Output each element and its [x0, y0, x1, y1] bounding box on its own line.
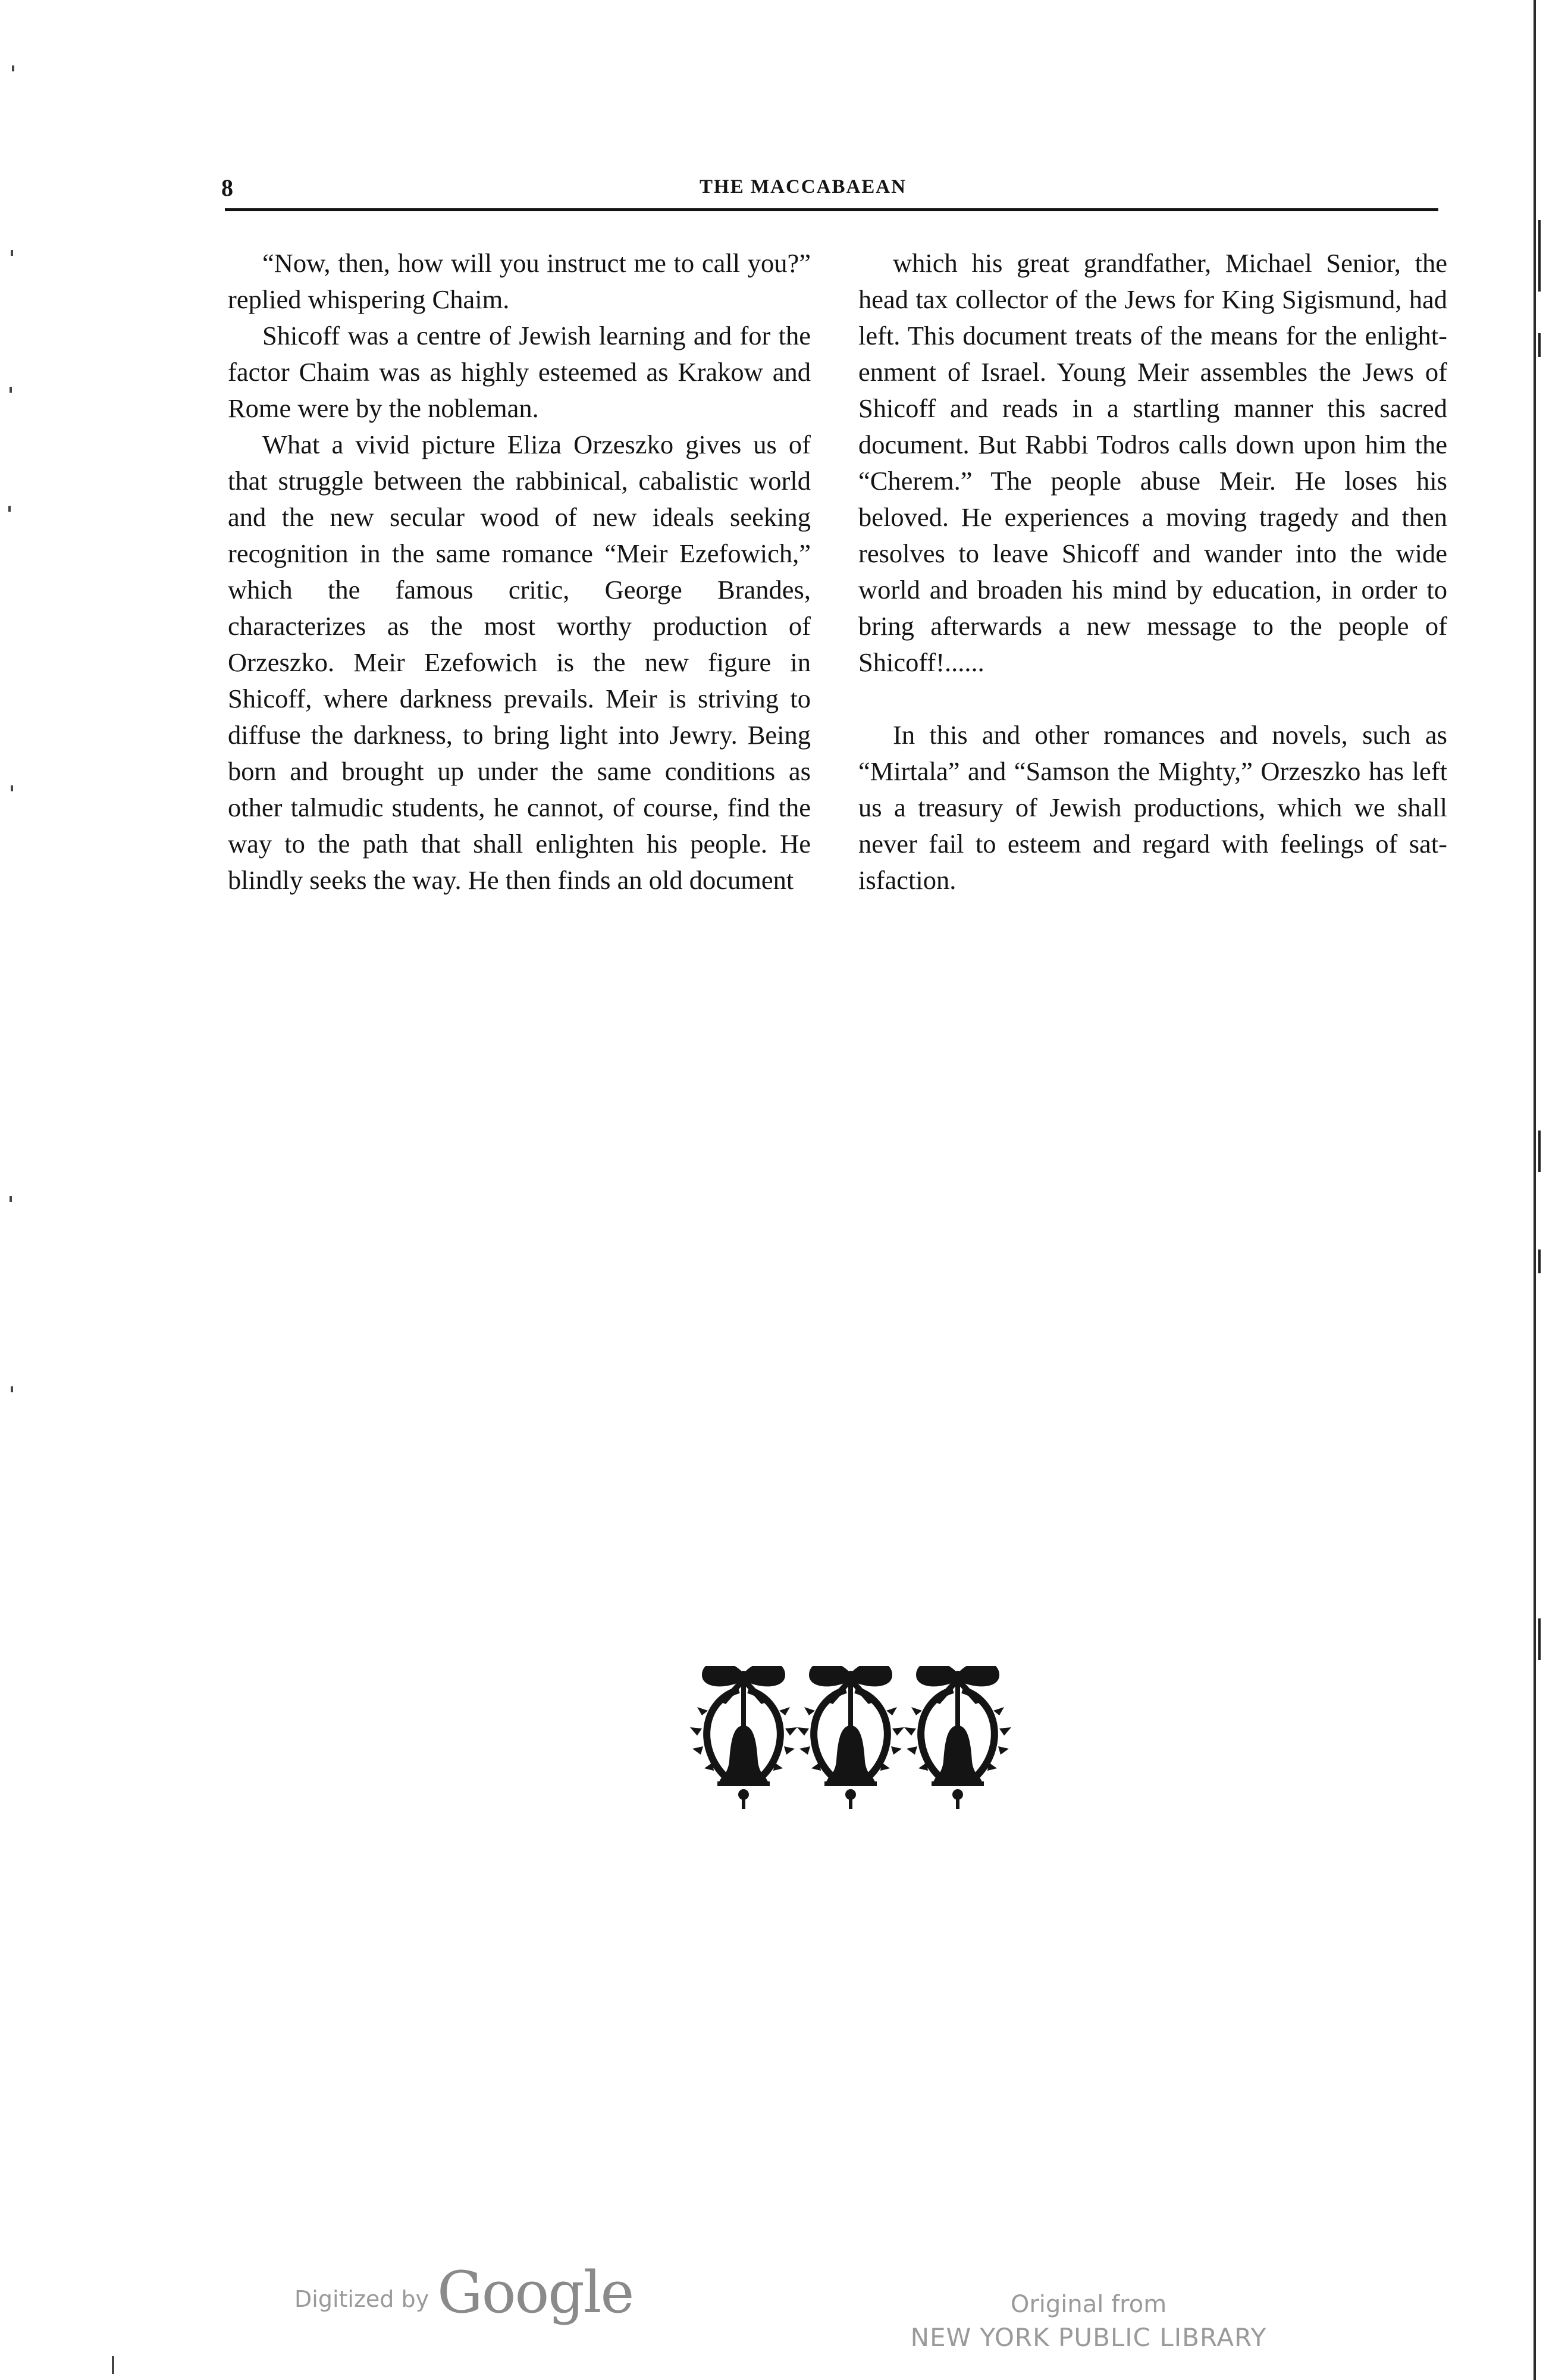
original-from-label: Original from — [1010, 2291, 1167, 2318]
paragraph: “Now, then, how will you instruct me to call you?” replied whispering Chaim. — [228, 248, 811, 314]
page-number: 8 — [221, 174, 233, 201]
paragraph: which his great grandfather, Michael Senior, the head tax collector of the Jews for King Sigismund, had left. This document treats of the means for the enlightenment of Israel. Young Meir assembles the Jews of Shicoff and reads in a startling manner this sacred document. But Rabbi Todros calls down upon him the “Cherem.” The people abuse Meir. He loses his beloved. He experiences a moving tragedy and then resolves to leave Shicoff and wander into the wide world and broaden his mind by education, in order to bring afterwards a new message to the people of Shicoff!...... — [858, 248, 1447, 677]
library-name: NEW YORK PUBLIC LIBRARY — [910, 2323, 1267, 2352]
digitized-by-label: Digitized by — [294, 2286, 429, 2312]
left-column — [228, 245, 811, 898]
header-rule — [225, 208, 1438, 211]
paragraph: Shicoff was a centre of Jewish learning and for the factor Chaim was as highly esteemed as Krakow and Rome were by the nobleman. — [228, 321, 811, 423]
paragraph: In this and other romances and novels, such as “Mirtala” and “Samson the Mighty,” Orzeszko has left us a treasury of Jewish productions, which we shall never fail to esteem and regard with feelings of satisfaction. — [858, 720, 1447, 895]
bell-wreath-ornament-icon — [684, 1666, 1017, 1809]
paragraph: What a vivid picture Eliza Orzeszko gives us of that struggle between the rabbinical, cabalistic world and the new secular wood of new ideals seeking recognition in the same romance “Meir Ezefowich,” which the famous critic, George Brandes, characterizes as the most worthy production of Orzeszko. Meir Ezefowich is the new figure in Shicoff, where darkness prevails. Meir is striving to diffuse the darkness, to bring light into Jewry. Being born and brought up under the same conditions as other talmudic students, he cannot, of course, find the way to the path that shall enlighten his people. He blindly seeks the way. He then finds an old document — [228, 430, 811, 895]
running-head: THE MACCABAEAN — [700, 176, 907, 198]
right-column — [858, 245, 1447, 898]
scan-edge-line — [1534, 0, 1536, 2380]
google-logo: Google — [437, 2259, 634, 2326]
